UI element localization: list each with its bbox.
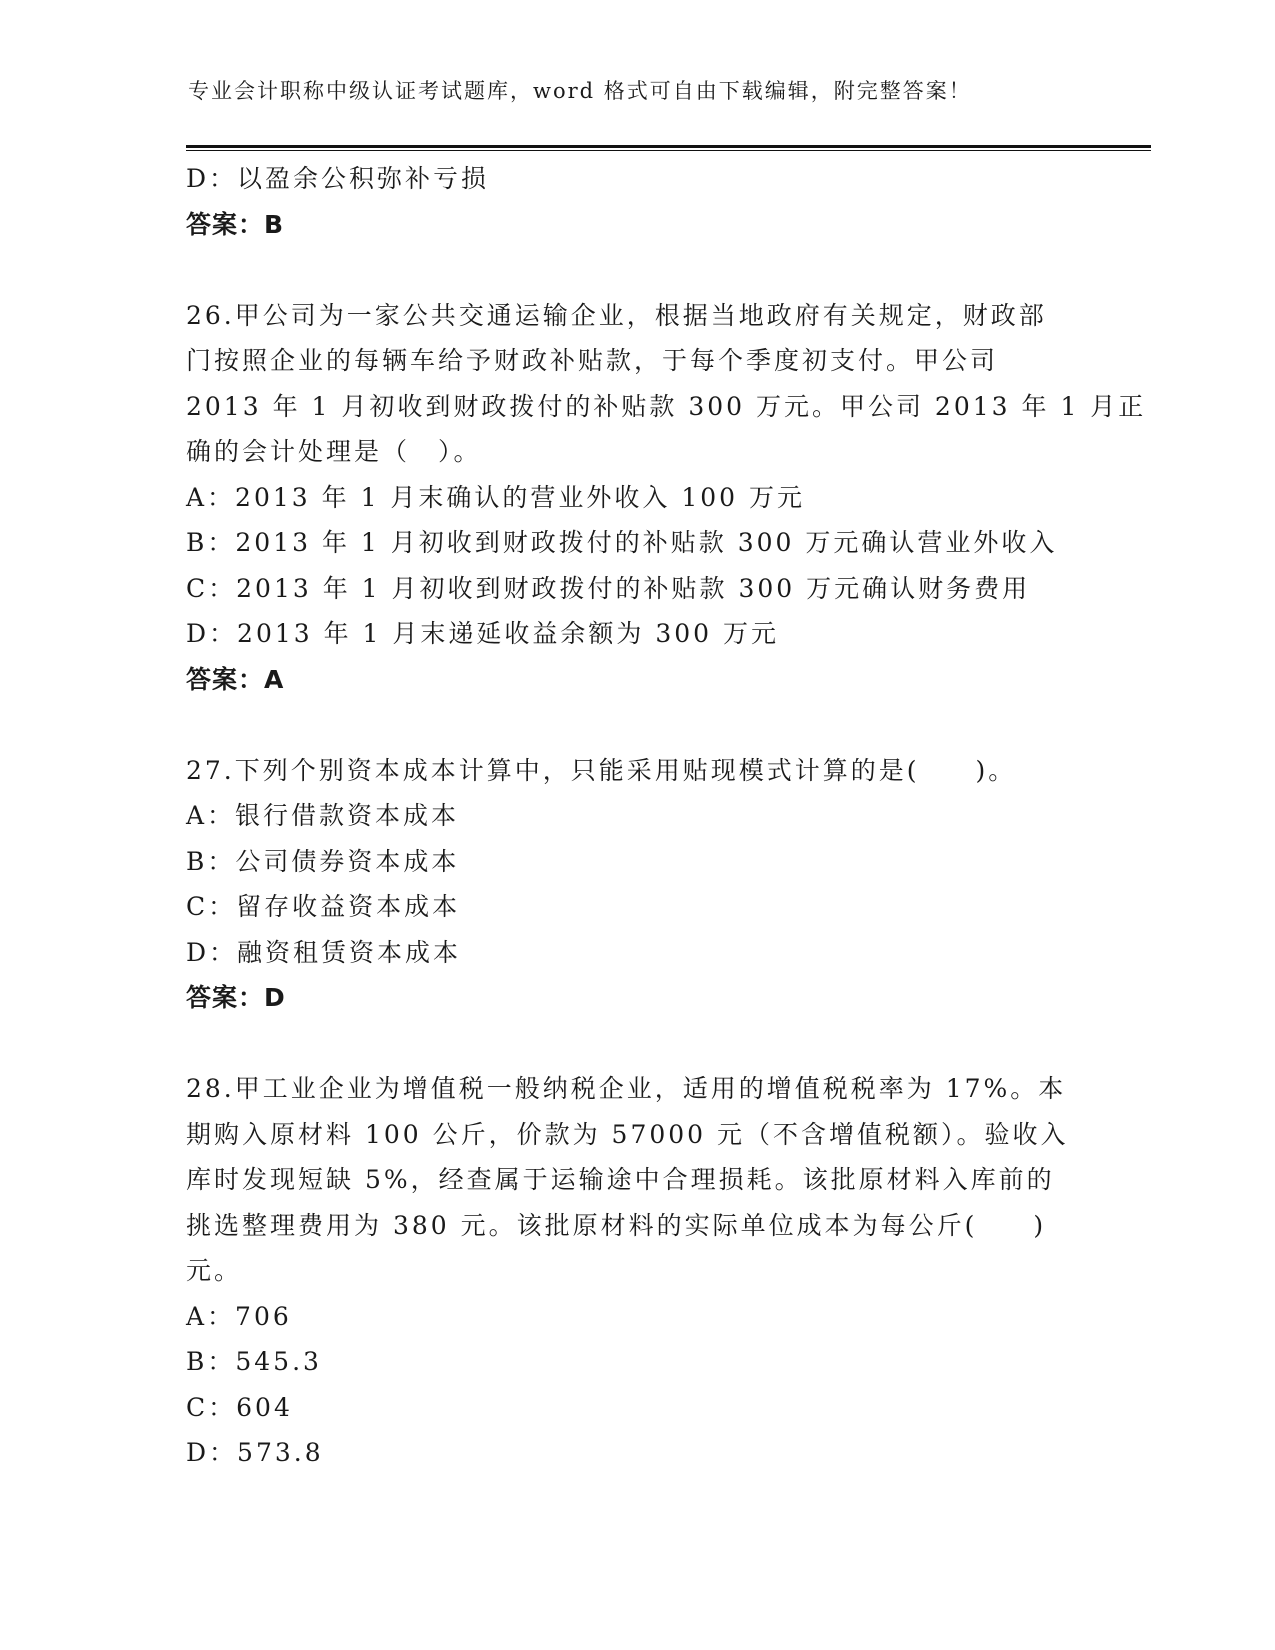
question-27 [186,748,1086,1021]
spacer [186,247,1086,293]
option-d: D：573.8 [186,1438,324,1467]
header-rule-thick [186,145,1151,148]
option-d: D：2013 年 1 月末递延收益余额为 300 万元 [186,619,780,648]
question-text: 确的会计处理是（ ）。 [186,437,482,466]
page-header: 专业会计职称中级认证考试题库，word 格式可自由下载编辑，附完整答案！ [188,79,972,103]
answer: 答案：D [186,983,286,1012]
option-a: A：银行借款资本成本 [186,801,460,830]
question-text: 挑选整理费用为 380 元。该批原材料的实际单位成本为每公斤( ) [186,1210,1047,1240]
question-text: 28.甲工业企业为增值税一般纳税企业，适用的增值税税率为 17%。本 [186,1074,1067,1103]
option-b: B：2013 年 1 月初收到财政拨付的补贴款 300 万元确认营业外收入 [186,528,1058,557]
question-text: 门按照企业的每辆车给予财政补贴款，于每个季度初支付。甲公司 [186,346,999,375]
option-b: B：545.3 [186,1347,322,1376]
option-d: D：融资租赁资本成本 [186,937,462,967]
question-28 [186,1066,1086,1476]
option-a: A：706 [186,1301,292,1331]
document-body [186,156,1147,1476]
option-c: C：留存收益资本成本 [186,892,461,921]
question-text: 27.下列个别资本成本计算中，只能采用贴现模式计算的是( )。 [186,755,1017,785]
question-text: 元。 [186,1256,243,1285]
answer: 答案：A [186,664,285,694]
option-c: C：2013 年 1 月初收到财政拨付的补贴款 300 万元确认财务费用 [186,573,1031,603]
spacer [186,1021,1086,1067]
option-d: D：以盈余公积弥补亏损 [186,164,490,193]
option-b: B：公司债券资本成本 [186,846,460,876]
answer: 答案：B [186,209,285,239]
option-c: C：604 [186,1392,293,1422]
header-rule-thin [186,150,1151,151]
question-26 [186,293,1147,703]
question-text: 26.甲公司为一家公共交通运输企业，根据当地政府有关规定，财政部 [186,300,1047,330]
option-a: A：2013 年 1 月末确认的营业外收入 100 万元 [186,482,806,512]
question-text: 库时发现短缺 5%，经查属于运输途中合理损耗。该批原材料入库前的 [186,1165,1055,1194]
question-text: 2013 年 1 月初收到财政拨付的补贴款 300 万元。甲公司 2013 年 1 月正 [186,391,1147,421]
spacer [186,702,1086,748]
question-text: 期购入原材料 100 公斤，价款为 57000 元（不含增值税额）。验收入 [186,1119,1069,1149]
